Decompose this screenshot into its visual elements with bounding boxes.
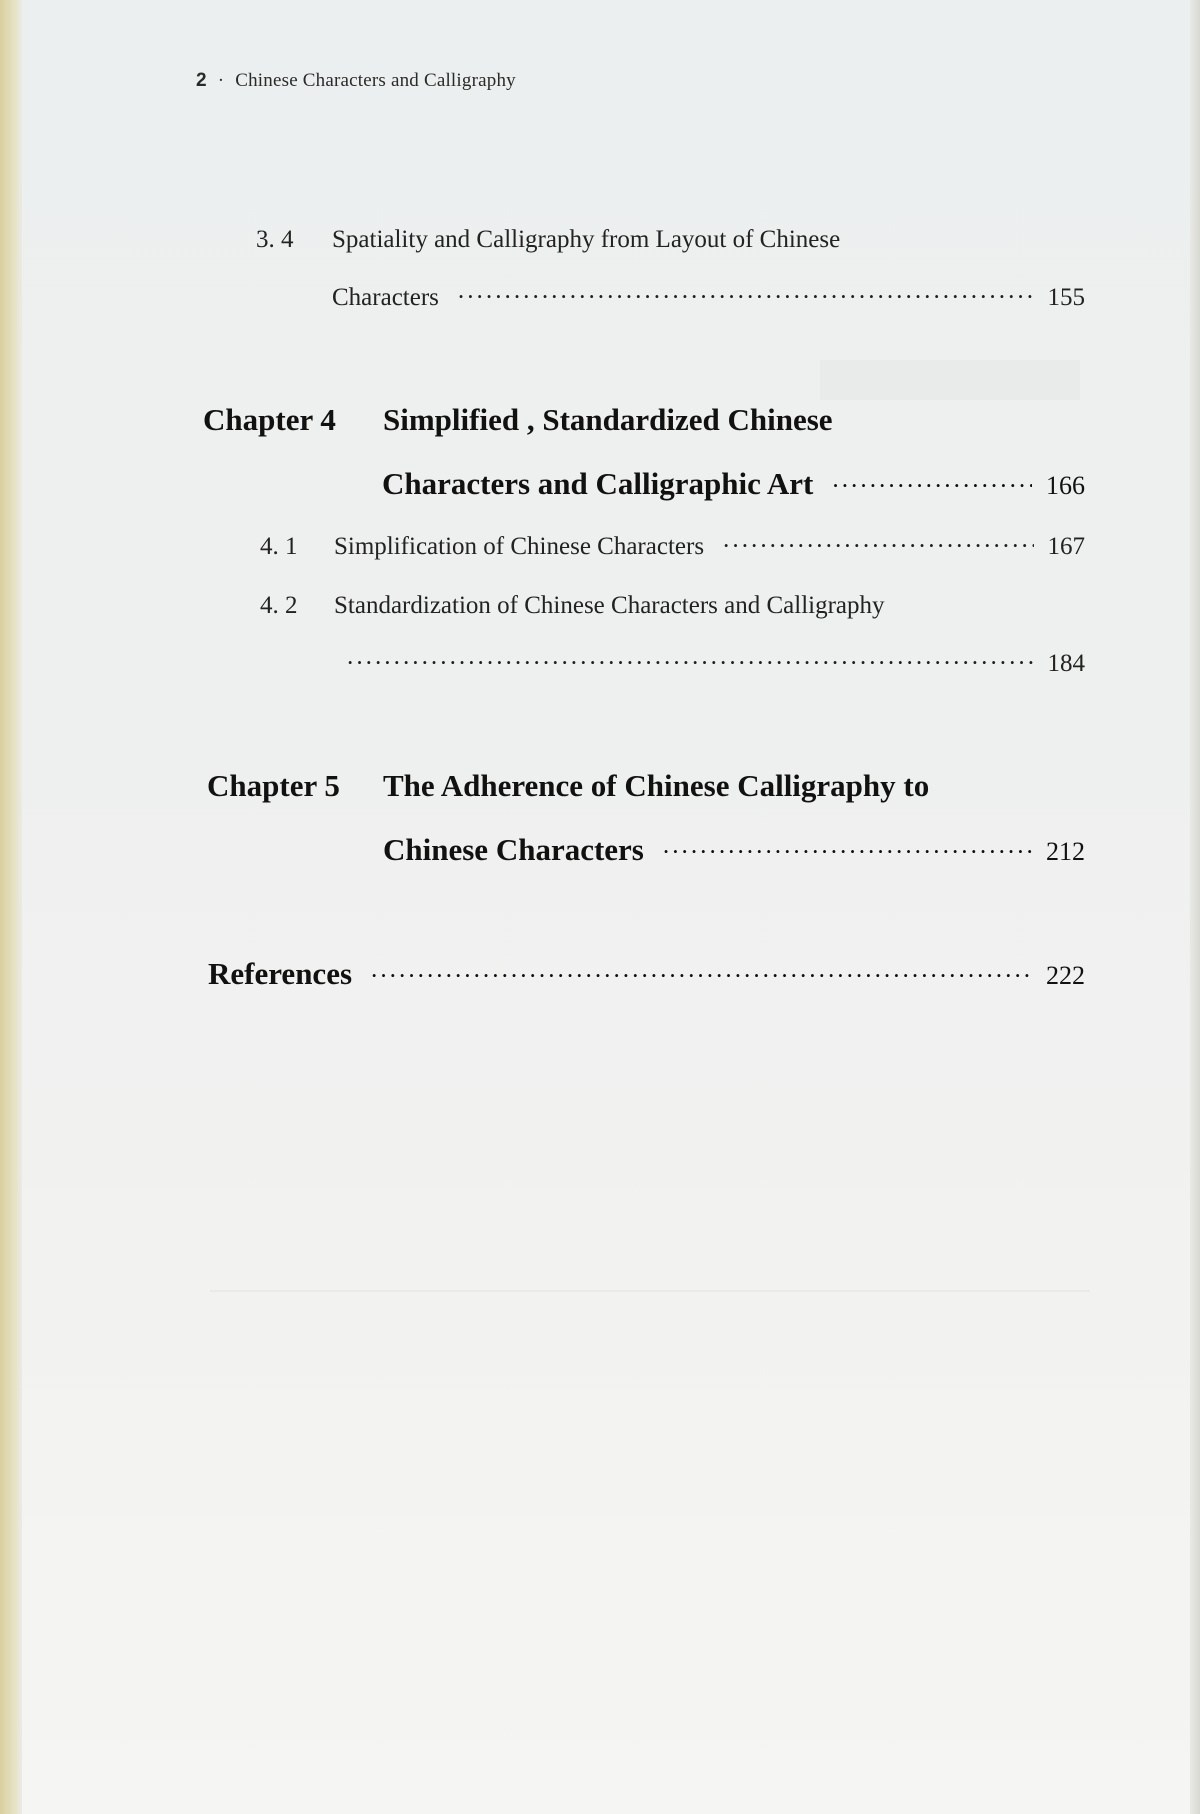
dot-leader [457, 284, 1034, 312]
book-title: Chinese Characters and Calligraphy [235, 70, 516, 91]
toc-entry-4-1[interactable] [260, 533, 1085, 561]
dot-leader [662, 839, 1032, 867]
page-ref: 222 [1046, 961, 1085, 990]
page-binding-edge [0, 0, 22, 1814]
page-ref: 166 [1046, 471, 1085, 500]
page-number: 2 [196, 70, 207, 91]
section-number: 4. 2 [260, 592, 298, 619]
toc-chapter-5[interactable] [207, 768, 1087, 804]
chapter-title-continued: Chinese Characters [383, 832, 644, 867]
page-right-edge [1190, 0, 1200, 1814]
toc-entry-4-2[interactable] [260, 592, 1085, 620]
section-title: Standardization of Chinese Characters and Calligraphy [334, 592, 885, 619]
section-title-continued: Characters [332, 284, 439, 311]
section-number: 4. 1 [260, 533, 298, 560]
running-head [196, 70, 516, 92]
running-head-separator: · [217, 70, 225, 91]
section-title: Simplification of Chinese Characters [334, 533, 705, 560]
bleed-through-shadow [210, 1290, 1090, 1292]
chapter-title: The Adherence of Chinese Calligraphy to [383, 768, 930, 803]
toc-entry-3-4[interactable] [256, 226, 956, 254]
bleed-through-shadow [820, 360, 1080, 400]
dot-leader [346, 650, 1034, 678]
chapter-title-continued: Characters and Calligraphic Art [382, 466, 814, 501]
dot-leader [831, 473, 1032, 501]
toc-chapter-4[interactable] [203, 402, 1003, 438]
toc-chapter-4-continued[interactable] [382, 466, 1085, 502]
toc-entry-4-2-continued[interactable] [346, 650, 1085, 678]
references-label: References [208, 956, 353, 991]
chapter-title: Simplified , Standardized Chinese [383, 402, 833, 437]
page-ref: 212 [1046, 837, 1085, 866]
section-title: Spatiality and Calligraphy from Layout of Chinese [332, 226, 841, 253]
section-number: 3. 4 [256, 226, 294, 253]
toc-chapter-5-continued[interactable] [383, 832, 1085, 868]
toc-references[interactable] [208, 956, 1085, 992]
chapter-label: Chapter 5 [207, 768, 340, 803]
book-page [22, 0, 1194, 1814]
chapter-label: Chapter 4 [203, 402, 336, 437]
page-ref: 155 [1047, 284, 1085, 311]
page-ref: 184 [1047, 650, 1085, 677]
toc-entry-3-4-continued[interactable] [332, 284, 1085, 312]
dot-leader [722, 533, 1033, 561]
dot-leader [370, 963, 1032, 991]
page-ref: 167 [1047, 533, 1085, 560]
